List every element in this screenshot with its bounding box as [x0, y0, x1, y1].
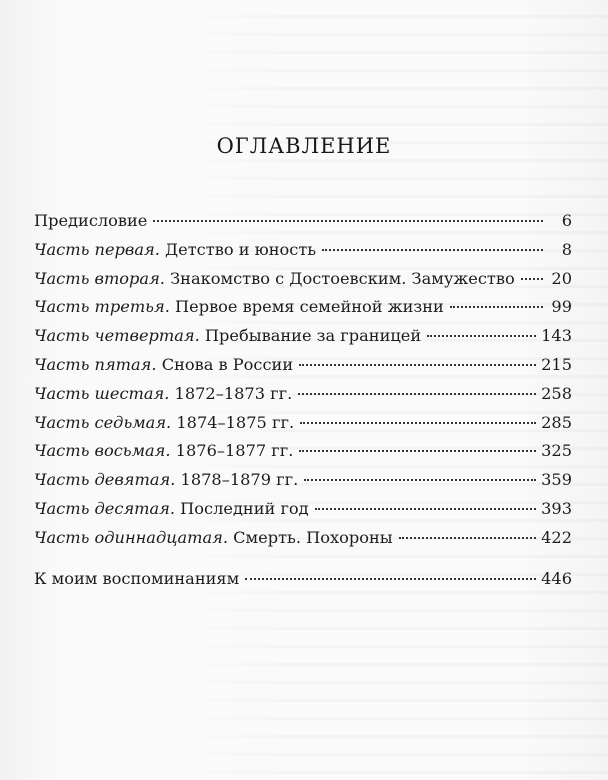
toc-entry-part-11	[34, 524, 572, 553]
toc-entry-part-9	[34, 466, 572, 495]
toc-entry-part-5	[34, 351, 572, 380]
toc-entry-part: Часть шестая.	[34, 383, 170, 403]
toc-entry-label	[34, 293, 444, 322]
dot-leader	[153, 219, 543, 222]
toc-entry-part-1	[34, 236, 572, 265]
toc-entry-part: Часть девятая.	[34, 470, 176, 490]
toc-entry-title: Предисловие	[34, 211, 148, 230]
table-of-contents	[34, 207, 572, 593]
toc-entry-part: Часть одиннадцатая.	[34, 527, 229, 547]
toc-entry-title: Смерть. Похороны	[228, 527, 393, 547]
toc-entry-label	[34, 207, 147, 236]
dot-leader	[450, 305, 543, 308]
toc-entry-title: Пребывание за границей	[199, 326, 422, 346]
dot-leader	[322, 248, 543, 251]
toc-entry-title: Знакомство с Достоевским. Замужество	[164, 268, 515, 288]
toc-entry-label	[34, 524, 393, 553]
toc-entry-label	[34, 495, 309, 524]
dot-leader	[521, 277, 543, 280]
toc-entry-page: 20	[551, 268, 572, 288]
toc-entry-label	[34, 565, 239, 594]
toc-entry-page: 99	[551, 297, 572, 317]
toc-entry-page: 143	[541, 326, 572, 346]
toc-entry-part: Часть восьмая.	[34, 441, 171, 461]
toc-entry-label	[34, 380, 292, 409]
toc-entry-part-2	[34, 265, 572, 294]
toc-entry-page: 285	[541, 412, 572, 432]
toc-entry-title: 1876–1877 гг.	[170, 441, 294, 461]
dot-leader	[300, 421, 536, 424]
toc-entry-page: 359	[541, 470, 572, 490]
toc-entry-to-my-memoirs	[34, 565, 572, 594]
toc-entry-part: Часть пятая.	[34, 354, 157, 374]
toc-entry-title: Снова в России	[156, 354, 294, 374]
toc-entry-title: 1872–1873 гг.	[169, 383, 293, 403]
toc-entry-part: Часть вторая.	[34, 268, 165, 288]
toc-entry-title: Первое время семейной жизни	[169, 297, 444, 317]
toc-entry-label	[34, 437, 293, 466]
toc-entry-part: Часть седьмая.	[34, 412, 172, 432]
toc-entry-part: Часть четвертая.	[34, 326, 200, 346]
toc-entry-part-4	[34, 322, 572, 351]
toc-entry-label	[34, 351, 293, 380]
toc-entry-page: 325	[541, 441, 572, 461]
dot-leader	[299, 363, 536, 366]
toc-entry-part: Часть первая.	[34, 239, 160, 259]
toc-entry-label	[34, 466, 298, 495]
dot-leader	[304, 478, 536, 481]
dot-leader	[399, 536, 536, 539]
toc-entry-part: Часть третья.	[34, 297, 170, 317]
toc-entry-part-3	[34, 293, 572, 322]
dot-leader	[315, 507, 536, 510]
toc-entry-part-7	[34, 409, 572, 438]
toc-entry-page: 215	[541, 354, 572, 374]
toc-entry-page: 8	[561, 239, 572, 259]
toc-entry-page: 393	[541, 498, 572, 518]
dot-leader	[298, 392, 536, 395]
toc-entry-part-6	[34, 380, 572, 409]
dot-leader	[299, 449, 536, 452]
toc-entry-label	[34, 265, 515, 294]
toc-entry-page: 422	[541, 527, 572, 547]
dot-leader	[245, 577, 536, 580]
toc-entry-label	[34, 236, 316, 265]
toc-entry-title: 1878–1879 гг.	[175, 470, 299, 490]
toc-entry-title: Последний год	[175, 498, 309, 518]
toc-entry-title: К моим воспоминаниям	[34, 568, 240, 588]
toc-entry-part-10	[34, 495, 572, 524]
toc-entry-title: 1874–1875 гг.	[171, 412, 295, 432]
toc-entry-title: Детство и юность	[159, 239, 317, 259]
toc-entry-label	[34, 409, 294, 438]
toc-entry-page: 6	[561, 211, 572, 230]
dot-leader	[427, 334, 536, 337]
toc-entry-part: Часть десятая.	[34, 498, 176, 518]
toc-entry-page: 258	[541, 383, 572, 403]
toc-entry-label	[34, 322, 421, 351]
toc-entry-preface	[34, 207, 572, 236]
toc-entry-page: 446	[541, 568, 572, 588]
toc-entry-part-8	[34, 437, 572, 466]
toc-heading: ОГЛАВЛЕНИЕ	[216, 134, 392, 158]
